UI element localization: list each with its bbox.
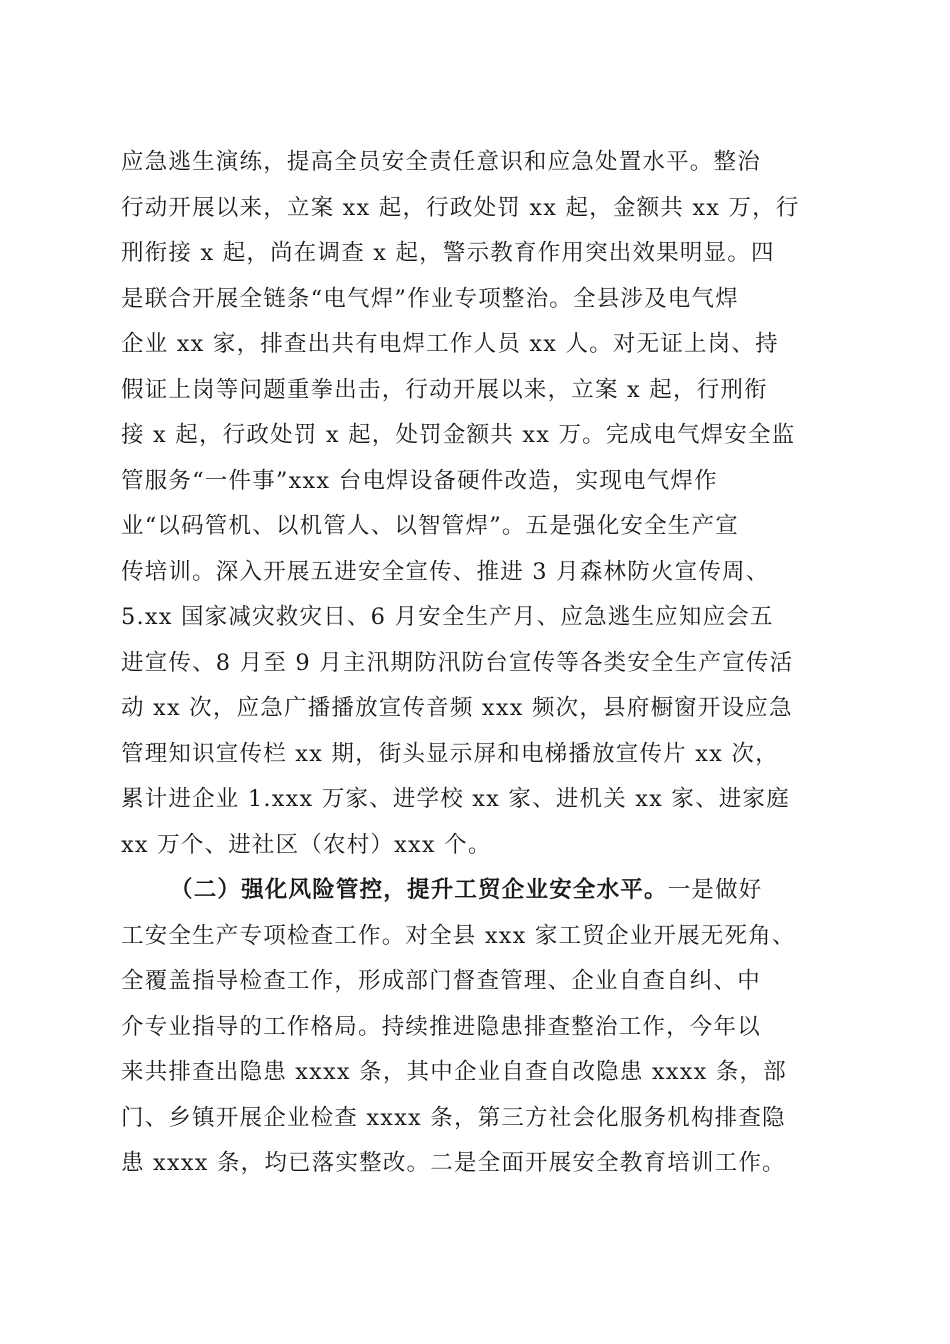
paragraph-line: 企业 xx 家，排查出共有电焊工作人员 xx 人。对无证上岗、持: [121, 331, 779, 357]
paragraph-line: 假证上岗等问题重拳出击，行动开展以来，立案 x 起，行刑衔: [121, 377, 768, 403]
paragraph-line: 工安全生产专项检查工作。对全县 xxx 家工贸企业开展无死角、: [121, 923, 796, 949]
paragraph-line: 累计进企业 1.xxx 万家、进学校 xx 家、进机关 xx 家、进家庭: [121, 786, 790, 812]
paragraph-line: 来共排查出隐患 xxxx 条，其中企业自查自改隐患 xxxx 条，部: [121, 1059, 787, 1085]
paragraph-line: 管理知识宣传栏 xx 期，街头显示屏和电梯播放宣传片 xx 次，: [121, 741, 779, 767]
paragraph-line: 是联合开展全链条“电气焊”作业专项整治。全县涉及电气焊: [121, 286, 739, 312]
paragraph-line: 门、乡镇开展企业检查 xxxx 条，第三方社会化服务机构排查隐: [121, 1105, 786, 1131]
paragraph-line: 刑衔接 x 起，尚在调查 x 起，警示教育作用突出效果明显。四: [121, 240, 775, 266]
paragraph-line: 5.xx 国家减灾救灾日、6 月安全生产月、应急逃生应知应会五: [121, 604, 774, 630]
paragraph-line: 管服务“一件事”xxx 台电焊设备硬件改造，实现电气焊作: [121, 468, 718, 494]
paragraph-line: 应急逃生演练，提高全员安全责任意识和应急处置水平。整治: [121, 149, 761, 175]
paragraph-line: 患 xxxx 条，均已落实整改。二是全面开展安全教育培训工作。: [121, 1150, 786, 1176]
paragraph-line: 传培训。深入开展五进安全宣传、推进 3 月森林防火宣传周、: [121, 559, 770, 585]
paragraph-line: xx 万个、进社区（农村）xxx 个。: [121, 832, 492, 858]
section-heading-line: [170, 875, 880, 905]
section-heading-continuation: 一是做好: [667, 877, 763, 903]
paragraph-line: 行动开展以来，立案 xx 起，行政处罚 xx 起，金额共 xx 万，行: [121, 195, 800, 221]
paragraph-line: 业“以码管机、以机管人、以智管焊”。五是强化安全生产宣: [121, 513, 739, 539]
paragraph-line: 进宣传、8 月至 9 月主汛期防汛防台宣传等各类安全生产宣传活: [121, 650, 794, 676]
paragraph-line: 动 xx 次，应急广播播放宣传音频 xxx 频次，县府橱窗开设应急: [121, 695, 793, 721]
paragraph-line: 全覆盖指导检查工作，形成部门督查管理、企业自查自纠、中: [121, 968, 761, 994]
paragraph-line: 介专业指导的工作格局。持续推进隐患排查整治工作，今年以: [121, 1014, 761, 1040]
paragraph-line: 接 x 起，行政处罚 x 起，处罚金额共 xx 万。完成电气焊安全监: [121, 422, 796, 448]
section-heading: （二）强化风险管控，提升工贸企业安全水平。: [170, 877, 668, 903]
